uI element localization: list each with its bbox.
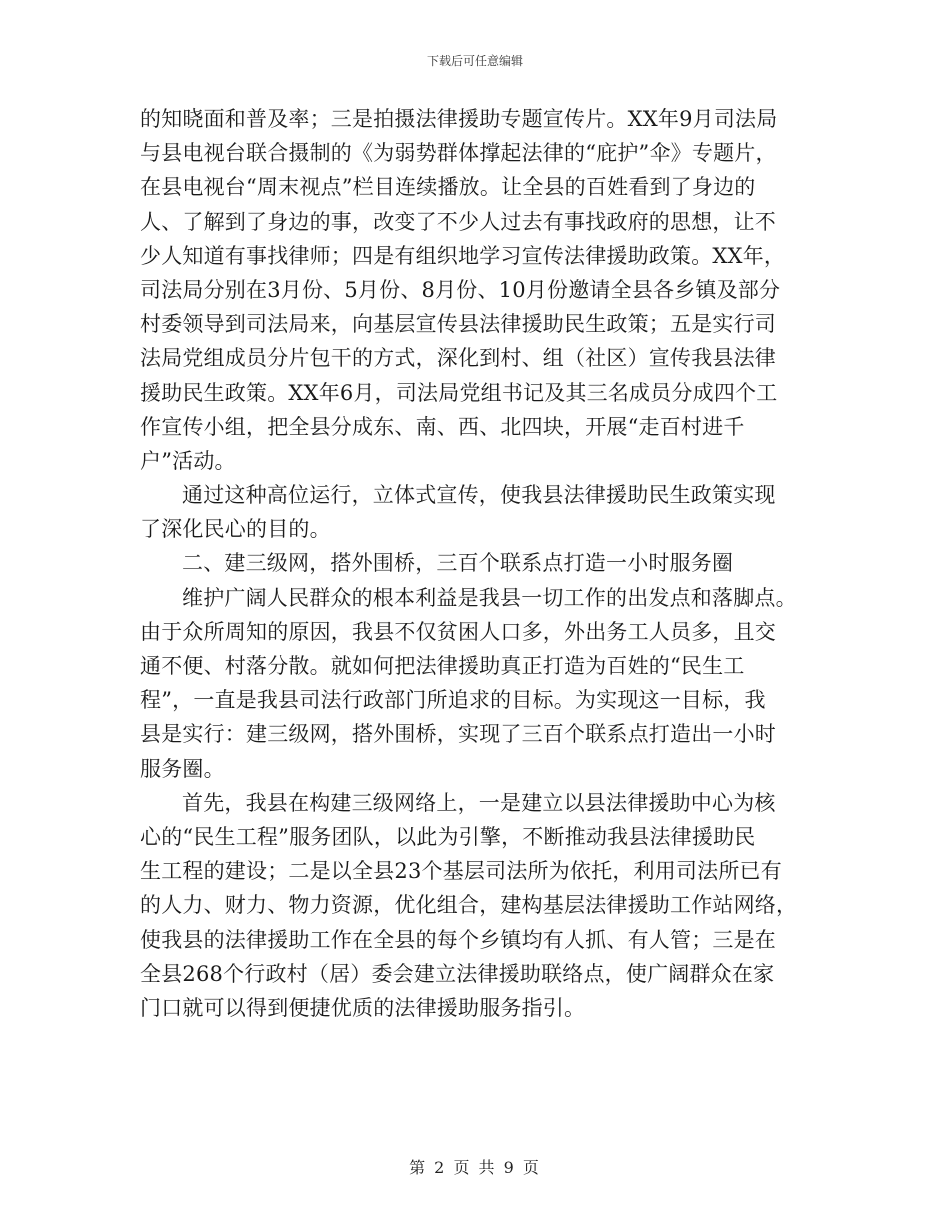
text-line: 法局党组成员分片包干的方式，深化到村、组（社区）宣传我县法律 <box>140 346 776 371</box>
text-line: 门口就可以得到便捷优质的法律援助服务指引。 <box>140 995 586 1020</box>
paragraph-start-line: 首先，我县在构建三级网络上，一是建立以县法律援助中心为核 <box>182 790 776 815</box>
text-line: 县是实行：建三级网，搭外围桥，实现了三百个联系点打造出一小时 <box>140 722 776 747</box>
text-line: 生工程的建设；二是以全县23个基层司法所为依托，利用司法所已有 <box>140 859 782 884</box>
text-line: 与县电视台联合摄制的《为弱势群体撑起法律的“庇护”伞》专题片， <box>140 141 777 166</box>
text-line: 村委领导到司法局来，向基层宣传县法律援助民生政策；五是实行司 <box>140 312 776 337</box>
text-line: 全县268个行政村（居）委会建立法律援助联络点，使广阔群众在家 <box>140 961 775 986</box>
text-line: 心的“民生工程”服务团队，以此为引擎，不断推动我县法律援助民 <box>140 824 756 849</box>
page-number: 第 2 页 共 9 页 <box>409 1158 541 1177</box>
section-heading: 二、建三级网，搭外围桥，三百个联系点打造一小时服务圈 <box>182 551 734 576</box>
paragraph-start-line: 通过这种高位运行，立体式宣传，使我县法律援助民生政策实现 <box>182 483 776 508</box>
document-body <box>140 102 840 1025</box>
text-line: 在县电视台“周末视点”栏目连续播放。让全县的百姓看到了身边的 <box>140 175 756 200</box>
text-line: 由于众所周知的原因，我县不仅贫困人口多，外出务工人员多，且交 <box>140 619 776 644</box>
text-line: 作宣传小组，把全县分成东、南、西、北四块，开展“走百村进千 <box>140 414 745 439</box>
text-line: 援助民生政策。XX年6月，司法局党组书记及其三名成员分成四个工 <box>140 380 778 405</box>
text-line: 人、了解到了身边的事，改变了不少人过去有事找政府的思想，让不 <box>140 209 776 234</box>
text-line: 通不便、村落分散。就如何把法律援助真正打造为百姓的“民生工 <box>140 654 745 678</box>
text-line: 使我县的法律援助工作在全县的每个乡镇均有人抓、有人管；三是在 <box>140 927 776 952</box>
text-line: 户”活动。 <box>140 448 236 473</box>
text-line: 的知晓面和普及率；三是拍摄法律援助专题宣传片。XX年9月司法局 <box>140 107 778 131</box>
paragraph-start-line: 维护广阔人民群众的根本利益是我县一切工作的出发点和落脚点。 <box>182 585 797 610</box>
text-line: 司法局分别在3月份、5月份、8月份、10月份邀请全县各乡镇及部分 <box>140 277 781 302</box>
text-line: 程”，一直是我县司法行政部门所追求的目标。为实现这一目标，我 <box>140 688 766 713</box>
page-header: 下载后可任意编辑 <box>426 54 523 68</box>
text-line: 的人力、财力、物力资源，优化组合，建构基层法律援助工作站网络， <box>140 893 798 918</box>
text-line: 服务圈。 <box>140 756 225 781</box>
text-line: 了深化民心的目的。 <box>140 517 331 542</box>
text-line: 少人知道有事找律师；四是有组织地学习宣传法律援助政策。XX年， <box>140 243 786 268</box>
